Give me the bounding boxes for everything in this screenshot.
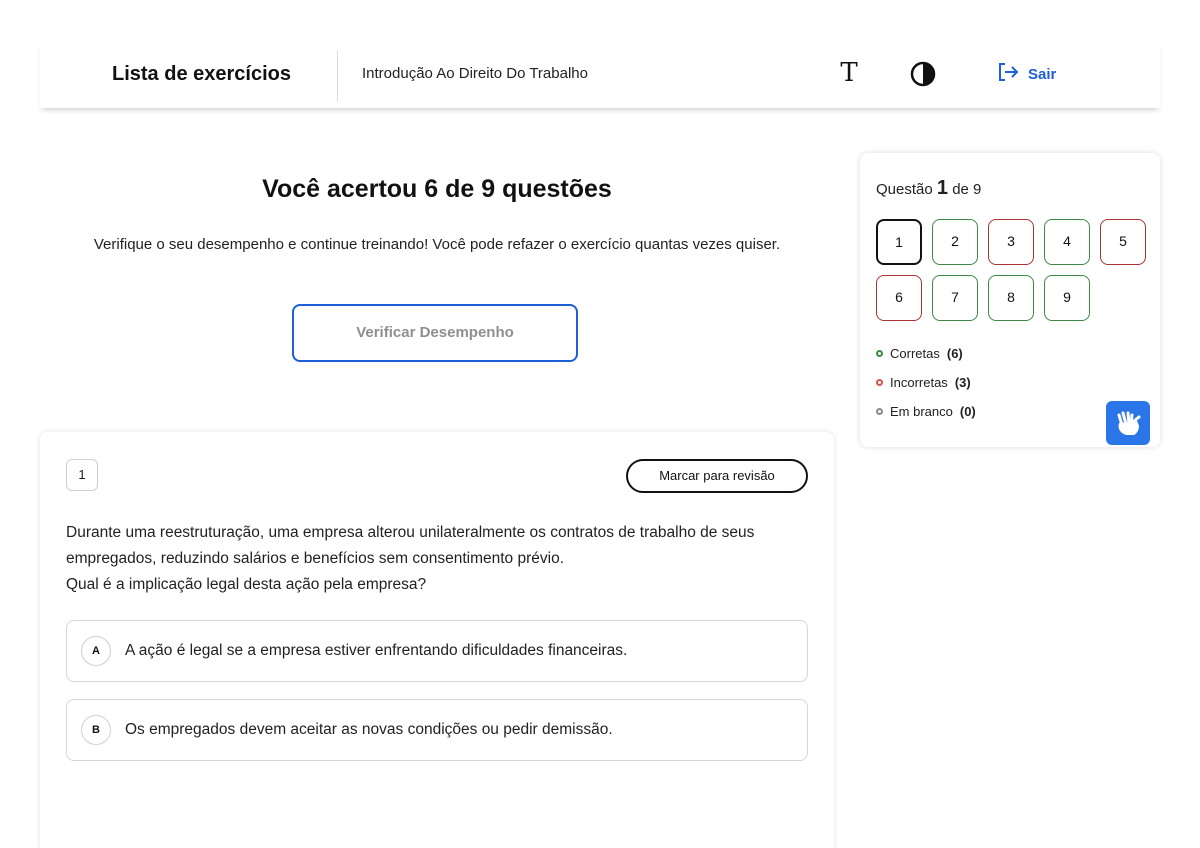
legend-label: Incorretas bbox=[890, 375, 948, 390]
question-statement: Durante uma reestruturação, uma empresa alterou unilateralmente os contratos de trabalho de seus empregados, reduzindo salários e benefícios sem consentimento prévio. bbox=[66, 524, 755, 567]
legend-dot-correct bbox=[876, 350, 883, 357]
sign-language-hands-icon bbox=[1106, 401, 1150, 445]
question-text bbox=[66, 520, 816, 598]
question-nav-button-1[interactable]: 1 bbox=[876, 219, 922, 265]
question-nav-button-2[interactable]: 2 bbox=[932, 219, 978, 265]
navigator-title bbox=[876, 177, 981, 200]
course-title: Introdução Ao Direito Do Trabalho bbox=[362, 65, 588, 82]
legend-dot-incorrect bbox=[876, 379, 883, 386]
header-divider bbox=[337, 50, 338, 102]
option-letter: A bbox=[81, 636, 111, 666]
exit-icon bbox=[998, 62, 1020, 86]
option-text: Os empregados devem aceitar as novas condições ou pedir demissão. bbox=[125, 721, 613, 738]
legend-correct bbox=[876, 339, 976, 368]
question-number: 1 bbox=[66, 459, 98, 491]
legend-label: Em branco bbox=[890, 404, 953, 419]
question-nav-button-6[interactable]: 6 bbox=[876, 275, 922, 321]
question-nav-button-7[interactable]: 7 bbox=[932, 275, 978, 321]
question-nav-button-4[interactable]: 4 bbox=[1044, 219, 1090, 265]
accessibility-button[interactable] bbox=[1106, 401, 1150, 445]
question-grid bbox=[876, 219, 1156, 321]
option-a[interactable] bbox=[66, 620, 808, 682]
legend-label: Corretas bbox=[890, 346, 940, 361]
option-letter: B bbox=[81, 715, 111, 745]
navigator-current-number: 1 bbox=[936, 177, 949, 199]
result-title: Você acertou 6 de 9 questões bbox=[262, 175, 612, 203]
option-b[interactable] bbox=[66, 699, 808, 761]
result-description: Verifique o seu desempenho e continue treinando! Você pode refazer o exercício quantas vezes quiser. bbox=[93, 236, 781, 253]
option-text: A ação é legal se a empresa estiver enfrentando dificuldades financeiras. bbox=[125, 642, 628, 659]
question-nav-button-3[interactable]: 3 bbox=[988, 219, 1034, 265]
legend-count: (6) bbox=[946, 346, 963, 361]
legend-count: (0) bbox=[959, 404, 976, 419]
legend-count: (3) bbox=[954, 375, 971, 390]
legend-dot-blank bbox=[876, 408, 883, 415]
navigator-title-prefix: Questão bbox=[876, 181, 933, 198]
mark-for-review-button[interactable]: Marcar para revisão bbox=[626, 459, 808, 493]
top-header bbox=[40, 40, 1160, 108]
question-card bbox=[40, 432, 834, 848]
app-title: Lista de exercícios bbox=[112, 63, 291, 85]
navigator-title-suffix: de 9 bbox=[952, 181, 982, 198]
exit-label: Sair bbox=[1028, 65, 1057, 83]
question-nav-button-5[interactable]: 5 bbox=[1100, 219, 1146, 265]
question-navigator bbox=[860, 153, 1160, 447]
question-prompt: Qual é a implicação legal desta ação pela empresa? bbox=[66, 576, 427, 593]
question-nav-button-8[interactable]: 8 bbox=[988, 275, 1034, 321]
contrast-icon[interactable] bbox=[910, 61, 936, 87]
status-legend bbox=[876, 339, 976, 426]
exit-button[interactable] bbox=[998, 60, 1056, 88]
font-size-icon[interactable]: T bbox=[840, 58, 858, 88]
verify-performance-button[interactable]: Verificar Desempenho bbox=[292, 304, 578, 362]
legend-blank bbox=[876, 397, 976, 426]
question-nav-button-9[interactable]: 9 bbox=[1044, 275, 1090, 321]
legend-incorrect bbox=[876, 368, 976, 397]
